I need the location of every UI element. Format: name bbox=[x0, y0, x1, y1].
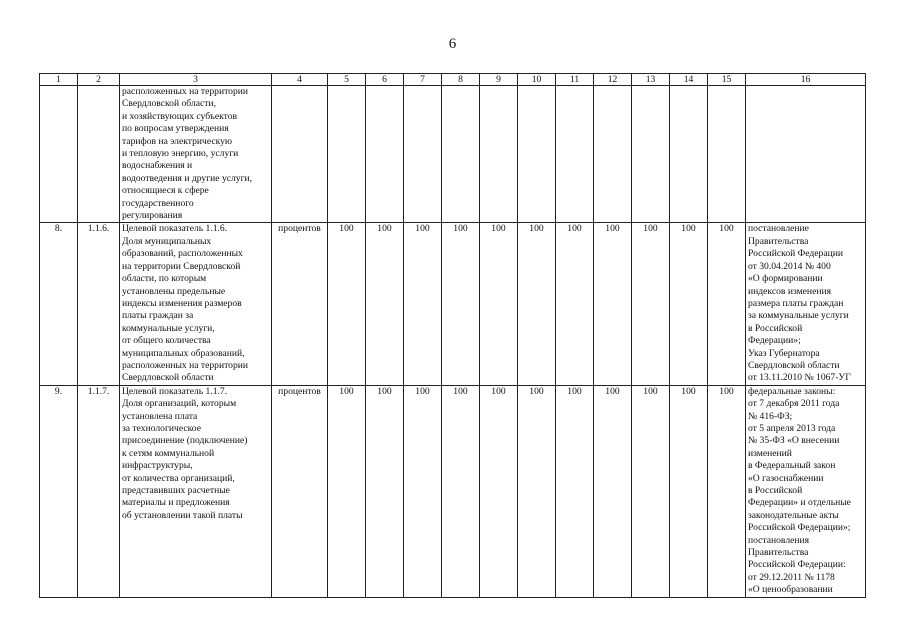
table-row bbox=[40, 385, 866, 597]
row-number-cell: 8. bbox=[40, 223, 78, 385]
value-cell: 100 bbox=[670, 385, 708, 597]
value-cell: 100 bbox=[480, 385, 518, 597]
value-cell: 100 bbox=[708, 385, 746, 597]
column-number-header: 5 bbox=[328, 74, 366, 86]
unit-cell: процентов bbox=[272, 385, 328, 597]
column-number-header: 1 bbox=[40, 74, 78, 86]
unit-cell bbox=[272, 86, 328, 223]
value-cell: 100 bbox=[594, 223, 632, 385]
value-cell: 100 bbox=[670, 223, 708, 385]
value-cell bbox=[442, 86, 480, 223]
indicator-code-cell: 1.1.6. bbox=[78, 223, 120, 385]
indicator-code-cell bbox=[78, 86, 120, 223]
value-cell: 100 bbox=[328, 385, 366, 597]
value-cell: 100 bbox=[518, 223, 556, 385]
value-cell bbox=[594, 86, 632, 223]
value-cell: 100 bbox=[556, 385, 594, 597]
table-row bbox=[40, 86, 866, 223]
value-cell bbox=[670, 86, 708, 223]
unit-cell: процентов bbox=[272, 223, 328, 385]
legal-basis-cell: федеральные законы: от 7 декабря 2011 года № 416-ФЗ; от 5 апреля 2013 года № 35-ФЗ «О внесении изменений в Федеральный закон «О газоснабжении в Российской Федерации» и отдельные законодательные акты Российской Федерации»; постановления Правительства Российской Федерации: от 29.12.2011 № 1178 «О ценообразовании bbox=[746, 385, 866, 597]
value-cell: 100 bbox=[480, 223, 518, 385]
column-number-header: 15 bbox=[708, 74, 746, 86]
row-number-cell bbox=[40, 86, 78, 223]
column-number-header: 7 bbox=[404, 74, 442, 86]
page-number: 6 bbox=[448, 36, 457, 52]
column-number-header: 2 bbox=[78, 74, 120, 86]
value-cell bbox=[480, 86, 518, 223]
value-cell: 100 bbox=[632, 223, 670, 385]
table-row bbox=[40, 223, 866, 385]
value-cell bbox=[328, 86, 366, 223]
column-number-header: 9 bbox=[480, 74, 518, 86]
column-number-header: 4 bbox=[272, 74, 328, 86]
value-cell: 100 bbox=[708, 223, 746, 385]
indicator-code-cell: 1.1.7. bbox=[78, 385, 120, 597]
value-cell bbox=[708, 86, 746, 223]
value-cell: 100 bbox=[442, 223, 480, 385]
column-number-row bbox=[40, 74, 866, 86]
value-cell: 100 bbox=[632, 385, 670, 597]
value-cell: 100 bbox=[518, 385, 556, 597]
column-number-header: 6 bbox=[366, 74, 404, 86]
column-number-header: 3 bbox=[120, 74, 272, 86]
value-cell: 100 bbox=[328, 223, 366, 385]
value-cell: 100 bbox=[442, 385, 480, 597]
value-cell: 100 bbox=[366, 385, 404, 597]
row-number-cell: 9. bbox=[40, 385, 78, 597]
value-cell: 100 bbox=[366, 223, 404, 385]
column-number-header: 8 bbox=[442, 74, 480, 86]
value-cell: 100 bbox=[556, 223, 594, 385]
legal-basis-cell: постановление Правительства Российской Федерации от 30.04.2014 № 400 «О формировании индексов изменения размера платы граждан за коммунальные услуги в Российской Федерации»; Указ Губернатора Свердловской области от 13.11.2010 № 1067-УГ bbox=[746, 223, 866, 385]
column-number-header: 11 bbox=[556, 74, 594, 86]
value-cell bbox=[556, 86, 594, 223]
value-cell bbox=[404, 86, 442, 223]
value-cell: 100 bbox=[404, 223, 442, 385]
value-cell bbox=[366, 86, 404, 223]
indicators-table bbox=[39, 73, 866, 598]
value-cell: 100 bbox=[404, 385, 442, 597]
value-cell: 100 bbox=[594, 385, 632, 597]
column-number-header: 16 bbox=[746, 74, 866, 86]
value-cell bbox=[632, 86, 670, 223]
value-cell bbox=[518, 86, 556, 223]
column-number-header: 12 bbox=[594, 74, 632, 86]
legal-basis-cell bbox=[746, 86, 866, 223]
indicator-name-cell: Целевой показатель 1.1.7. Доля организаций, которым установлена плата за технологическое присоединение (подключение) к сетям коммунальной инфраструктуры, от количества организаций, представивших расчетные материалы и предложения об установлении такой платы bbox=[120, 385, 272, 597]
column-number-header: 10 bbox=[518, 74, 556, 86]
indicator-name-cell: расположенных на территории Свердловской области, и хозяйствующих субъектов по вопросам утверждения тарифов на электрическую и тепловую энергию, услуги водоснабжения и водоотведения и другие услуги, относящиеся к сфере государственного регулирования bbox=[120, 86, 272, 223]
column-number-header: 14 bbox=[670, 74, 708, 86]
column-number-header: 13 bbox=[632, 74, 670, 86]
indicator-name-cell: Целевой показатель 1.1.6. Доля муниципальных образований, расположенных на территории Свердловской области, по которым установлены предельные индексы изменения размеров платы граждан за коммунальные услуги, от общего количества муниципальных образований, расположенных на территории Свердловской области bbox=[120, 223, 272, 385]
